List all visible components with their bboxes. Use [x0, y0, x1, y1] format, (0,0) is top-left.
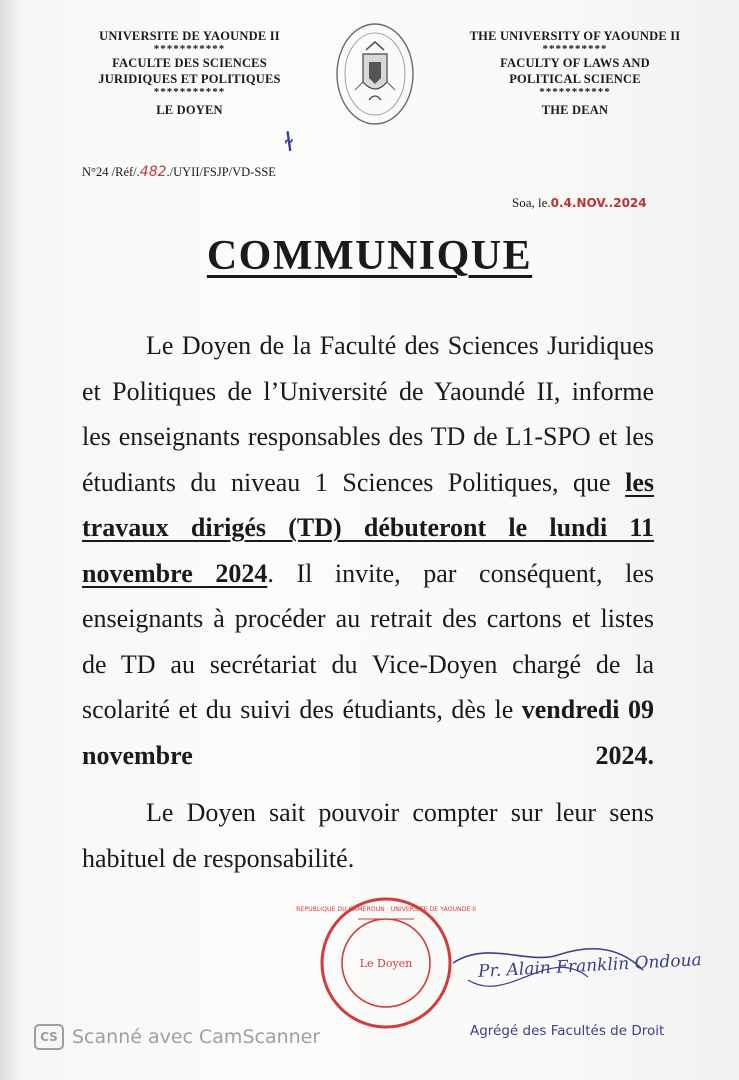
separator-stars: ***********: [153, 43, 226, 55]
faculty-name-en-line1: FACULTY OF LAWS AND: [500, 56, 650, 70]
reference-suffix: ./UYII/FSJP/VD-SSE: [166, 165, 276, 179]
stamp-outer-text: REPUBLIQUE DU CAMEROUN · UNIVERSITE DE YAOUNDE II: [296, 906, 476, 913]
separator-stars: **********: [542, 43, 608, 55]
body-emphasis-start-date: les travaux dirigés (TD) débuteront le lundi 11 novembre 2024: [82, 467, 654, 588]
faculty-name-en-line2: POLITICAL SCIENCE: [509, 72, 641, 86]
separator-stars: ***********: [539, 86, 611, 98]
faculty-name-fr-line2: JURIDIQUES ET POLITIQUES: [98, 72, 281, 86]
camscanner-icon: CS: [34, 1024, 64, 1050]
dean-title-fr: LE DOYEN: [156, 103, 223, 117]
body-middle: . Il invite, par conséquent, les enseignants à procéder au retrait des cartons et listes de TD au secrétariat du Vice-Doyen chargé de la scolarité et du suivi des étudiants, dès le: [82, 558, 654, 724]
faculty-name-fr-line1: FACULTE DES SCIENCES: [112, 56, 267, 70]
university-name-en: THE UNIVERSITY OF YAOUNDE II: [469, 29, 681, 43]
document-date: [512, 195, 647, 211]
signatory-name: Pr. Alain Franklin Ondoua: [477, 950, 703, 982]
date-stamp: 0.4.NOV..2024: [550, 196, 647, 210]
separator-stars: ***********: [153, 86, 226, 98]
header-left-french: [62, 28, 317, 118]
body-intro: Le Doyen de la Faculté des Sciences Juridiques et Politiques de l’Université de Yaoundé II, informe les enseignants responsables des TD de L1-SPO et les étudiants du niveau 1 Sciences Politiques, que: [82, 331, 654, 497]
communique-body: [82, 323, 654, 881]
document-title: [0, 232, 739, 280]
body-emphasis-retrieval-date: vendredi 09 novembre 2024.: [82, 695, 654, 770]
signatory-title: Agrégé des Facultés de Droit: [470, 1023, 665, 1039]
date-prefix: Soa, le.: [512, 195, 551, 210]
header-right-english: [432, 28, 718, 118]
reference-prefix: N°24 /Réf/.: [82, 165, 140, 179]
body-paragraph-2: Le Doyen sait pouvoir compter sur leur sens habituel de responsabilité.: [82, 798, 654, 873]
handwritten-mark: ɫ: [281, 127, 297, 159]
title-text: COMMUNIQUE: [206, 233, 533, 279]
reference-number: [82, 164, 276, 180]
dean-title-en: THE DEAN: [541, 103, 609, 117]
body-paragraph-1: [82, 323, 654, 778]
reference-handwritten-number: 482: [139, 164, 167, 180]
university-name-fr: UNIVERSITE DE YAOUNDE II: [99, 29, 280, 43]
watermark-text: Scanné avec CamScanner: [72, 1026, 321, 1048]
stamp-center-text: Le Doyen: [359, 957, 413, 970]
scanner-watermark: [34, 1024, 320, 1050]
university-seal-logo: [333, 20, 417, 132]
